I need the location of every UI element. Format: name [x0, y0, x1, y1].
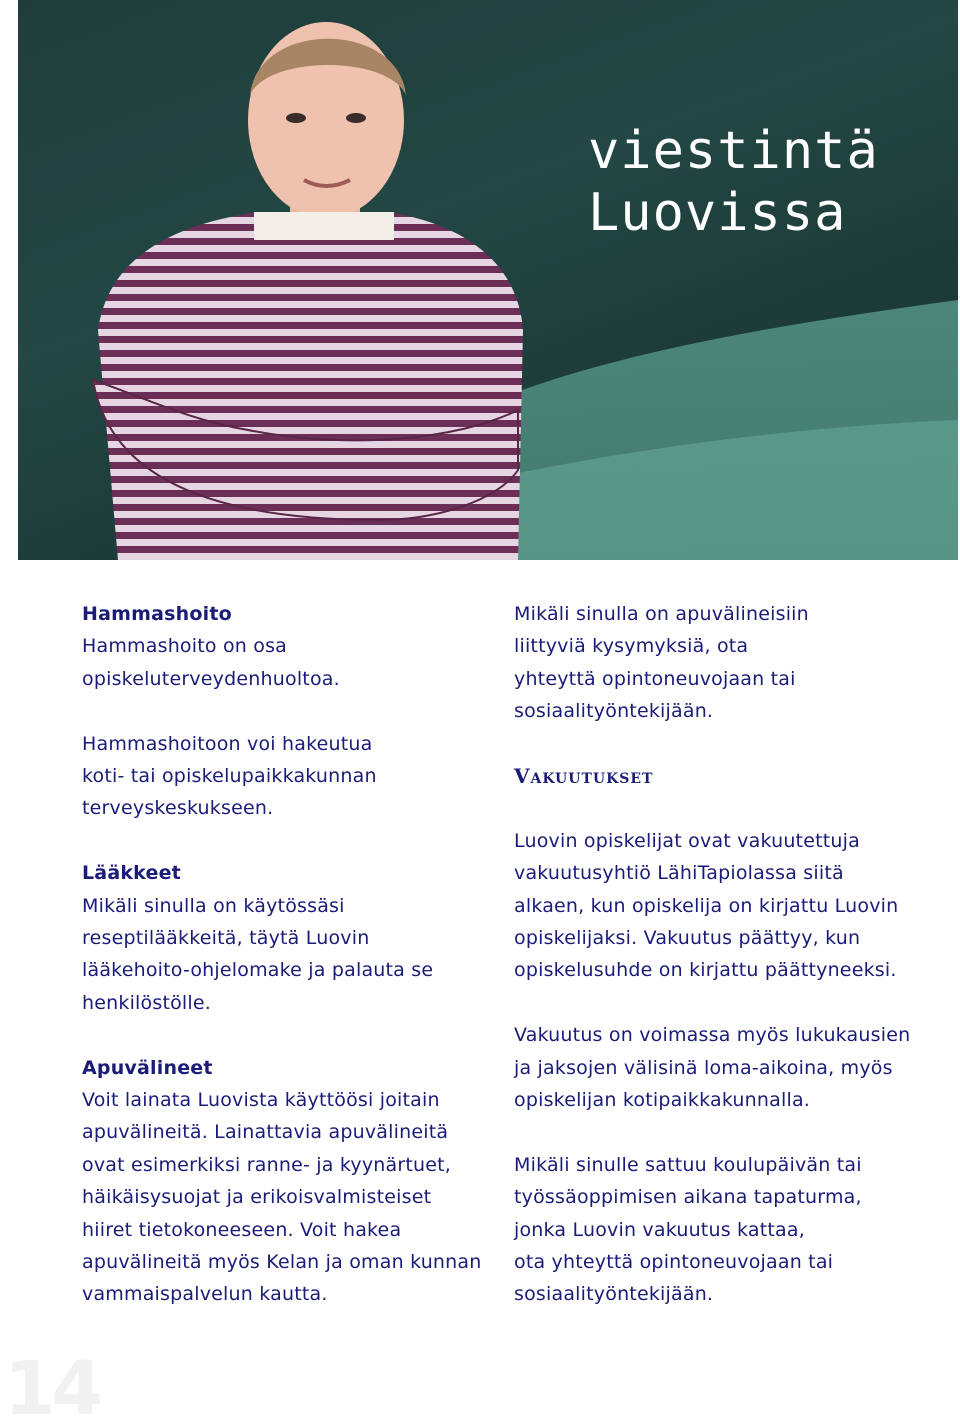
text-line: Hammashoitoon voi hakeutua	[82, 732, 373, 755]
heading-vakuutukset: Vakuutukset	[514, 764, 654, 789]
text-line: opiskelijan kotipaikkakunnalla.	[514, 1089, 811, 1112]
text-line: ovat esimerkiksi ranne- ja kyynärtuet,	[82, 1153, 452, 1176]
text-line: koti- tai opiskelupaikkakunnan	[82, 765, 377, 788]
text-line: alkaen, kun opiskelija on kirjattu Luovin	[514, 894, 899, 917]
text-line: liittyviä kysymyksiä, ota	[514, 635, 749, 658]
right-column	[514, 598, 914, 1311]
handwritten-title-line1: viestintä	[588, 121, 879, 181]
heading-apuvalineet: Apuvälineet	[82, 1056, 213, 1079]
text-line: Voit lainata Luovista käyttöösi joitain	[82, 1089, 440, 1112]
text-line: ja jaksojen välisinä loma-aikoina, myös	[514, 1056, 893, 1079]
text-line: ota yhteyttä opintoneuvojaan tai	[514, 1251, 834, 1274]
text-line: opiskelusuhde on kirjattu päättyneeksi.	[514, 959, 897, 982]
text-line: häikäisysuojat ja erikoisvalmisteiset	[82, 1186, 432, 1209]
text-line: reseptilääkkeitä, täytä Luovin	[82, 927, 370, 950]
text-line: henkilöstölle.	[82, 991, 212, 1014]
text-line: opiskelijaksi. Vakuutus päättyy, kun	[514, 927, 861, 950]
text-line: jonka Luovin vakuutus kattaa,	[514, 1218, 805, 1241]
cover-photo	[18, 0, 958, 560]
text-line: työssäoppimisen aikana tapaturma,	[514, 1186, 862, 1209]
text-line: vakuutusyhtiö LähiTapiolassa siitä	[514, 862, 844, 885]
handwritten-title-line2: Luovissa	[588, 183, 847, 243]
heading-hammashoito: Hammashoito	[82, 603, 232, 625]
text-line: opiskeluterveydenhuoltoa.	[82, 667, 340, 690]
handwritten-title	[588, 120, 948, 244]
text-line: hiiret tietokoneeseen. Voit hakea	[82, 1218, 402, 1241]
left-column	[82, 598, 482, 1311]
text-line: Vakuutus on voimassa myös lukukausien	[514, 1024, 911, 1047]
text-line: yhteyttä opintoneuvojaan tai	[514, 667, 796, 690]
text-line: Mikäli sinulla on käytössäsi	[82, 894, 345, 917]
text-line: Mikäli sinulle sattuu koulupäivän tai	[514, 1153, 862, 1176]
text-line: Mikäli sinulla on apuvälineisiin	[514, 603, 809, 625]
page-number: 14	[4, 1346, 99, 1421]
text-line: terveyskeskukseen.	[82, 797, 274, 820]
text-line: sosiaalityöntekijään.	[514, 1283, 714, 1306]
text-line: Hammashoito on osa	[82, 635, 288, 658]
text-line: vammaispalvelun kautta.	[82, 1283, 328, 1306]
text-line: sosiaalityöntekijään.	[514, 700, 714, 723]
student-portrait-illustration	[18, 0, 958, 560]
heading-laakkeet: Lääkkeet	[82, 862, 181, 885]
text-line: apuvälineitä myös Kelan ja oman kunnan	[82, 1251, 482, 1274]
text-line: lääkehoito-ohjelomake ja palauta se	[82, 959, 434, 982]
text-line: Luovin opiskelijat ovat vakuutettuja	[514, 829, 860, 852]
text-line: apuvälineitä. Lainattavia apuvälineitä	[82, 1121, 449, 1144]
